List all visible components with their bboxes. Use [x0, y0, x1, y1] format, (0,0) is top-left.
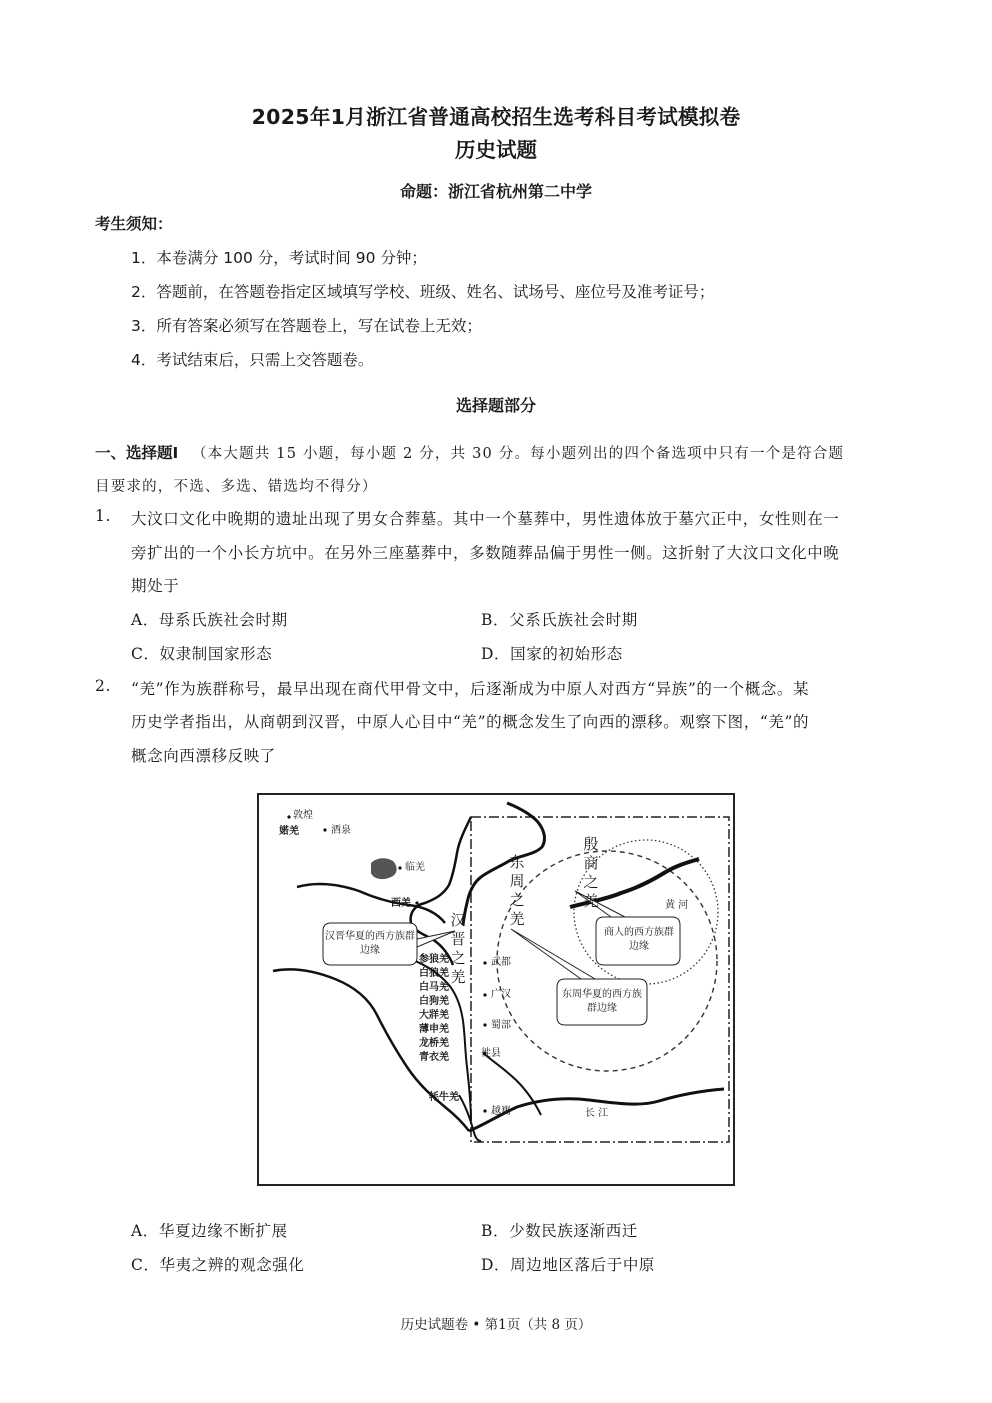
q2-option-a[interactable]: A．华夏边缘不断扩展	[131, 1222, 288, 1240]
exam-author: 命题：浙江省杭州第二中学	[399, 182, 592, 201]
tribe-name: 青衣羌	[419, 1052, 449, 1063]
q1-option-a[interactable]: A．母系氏族社会时期	[131, 611, 288, 629]
notice-item: 1．本卷满分 100 分，考试时间 90 分钟；	[131, 249, 427, 267]
label-yellow-river: 黄 河	[665, 900, 689, 911]
hanjin-tribe-list	[419, 953, 463, 1065]
era-hanjin-label: 汉晋之羌	[450, 911, 466, 986]
notice-item: 4．考试结束后，只需上交答题卷。	[131, 351, 374, 369]
place-dunhuang: 敦煌	[293, 810, 313, 821]
part-desc-line1: （本大题共 15 小题，每小题 2 分，共 30 分。每小题列出的四个备选项中只有一个是符合题	[192, 446, 845, 462]
place-shubu: 蜀部	[491, 1020, 511, 1031]
tribe-name: 龙桥羌	[419, 1038, 449, 1049]
tribe-name: 白狗羌	[419, 996, 449, 1007]
q1-stem-line: 旁扩出的一个小长方坑中。在另外三座墓葬中，多数随葬品偏于男性一侧。这折射了大汶口文化中晚	[131, 544, 840, 562]
q2-number: 2.	[95, 677, 111, 695]
place-wudu: 武都	[491, 957, 511, 968]
place-ruoqiang: 婼羌	[279, 826, 299, 837]
dongzhou-callout-text: 东周华夏的西方族群边缘	[562, 989, 642, 1014]
exam-title: 2025年1月浙江省普通高校招生选考科目考试模拟卷	[251, 105, 741, 129]
tribe-name: 参狼羌	[419, 954, 449, 965]
place-linqiang: 临羌	[405, 862, 425, 873]
shang-callout-text: 商人的西方族群边缘	[604, 927, 674, 952]
exam-subtitle: 历史试题	[455, 138, 537, 162]
place-guanghan: 广汉	[491, 989, 511, 1000]
tribe-name: 薄申羌	[419, 1024, 449, 1035]
q2-stem-line: “羌”作为族群称号，最早出现在商代甲骨文中，后逐渐成为中原人对西方“异族”的一个概念。某	[131, 680, 810, 698]
part-label: 一、选择题Ⅰ	[95, 444, 179, 462]
q2-option-d[interactable]: D．周边地区落后于中原	[481, 1256, 656, 1274]
q1-option-d[interactable]: D．国家的初始形态	[481, 645, 623, 663]
notice-heading: 考生须知：	[95, 215, 173, 233]
q1-number: 1.	[95, 507, 111, 525]
notice-item: 2．答题前，在答题卷指定区域填写学校、班级、姓名、试场号、座位号及准考证号；	[131, 283, 715, 301]
place-xixian: 徙县	[481, 1048, 501, 1059]
q2-option-c[interactable]: C．华夷之辨的观念强化	[131, 1256, 305, 1274]
notice-item: 3．所有答案必须写在答题卷上，写在试卷上无效；	[131, 317, 482, 335]
era-dongzhou-label: 东周之羌	[509, 853, 525, 928]
q1-stem-line: 期处于	[131, 577, 180, 595]
place-xiqiang: 西羌	[391, 898, 411, 909]
q1-option-c[interactable]: C．奴隶制国家形态	[131, 645, 273, 663]
lake-shape	[371, 858, 397, 879]
q1-stem-line: 大汶口文化中晚期的遗址出现了男女合葬墓。其中一个墓葬中，男性遗体放于墓穴正中，女性则在一	[131, 510, 840, 528]
label-yangtze-river: 长 江	[585, 1108, 609, 1119]
qiang-concept-map	[257, 793, 735, 1186]
q1-option-b[interactable]: B．父系氏族社会时期	[481, 611, 638, 629]
tribe-name: 白马羌	[419, 982, 449, 993]
section-title: 选择题部分	[455, 396, 536, 415]
era-yinshang-label: 殷商之羌	[583, 835, 599, 910]
place-jiuquan: 酒泉	[331, 825, 351, 836]
q2-option-b[interactable]: B．少数民族逐渐西迁	[481, 1222, 638, 1240]
place-yuesui: 越巂	[491, 1106, 511, 1117]
tribe-maoniu: 牦牛羌	[429, 1092, 459, 1103]
frontier-line	[463, 803, 544, 925]
q2-stem-line: 历史学者指出，从商朝到汉晋，中原人心目中“羌”的概念发生了向西的漂移。观察下图，“羌”的	[131, 713, 810, 731]
tribe-name: 白狼羌	[419, 968, 449, 979]
hanjin-callout-text: 汉晋华夏的西方族群边缘	[325, 931, 415, 956]
page-footer: 历史试题卷 • 第1页（共 8 页）	[400, 1317, 592, 1333]
part-desc-line2: 目要求的，不选、多选、错选均不得分）	[95, 479, 378, 495]
tribe-name: 大牂羌	[419, 1010, 449, 1021]
q2-stem-line: 概念向西漂移反映了	[131, 747, 276, 765]
